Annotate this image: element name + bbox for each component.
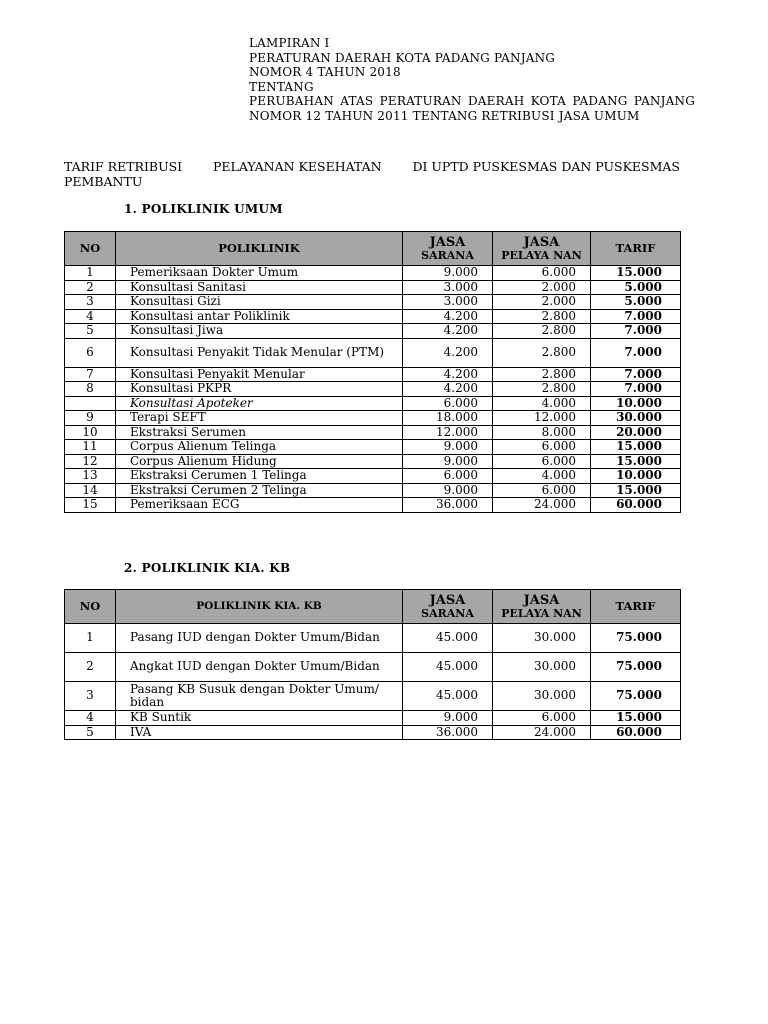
- row-tarif: 60.000: [591, 498, 681, 513]
- row-service: Pemeriksaan Dokter Umum: [116, 266, 403, 281]
- row-jasa-pelayanan: 12.000: [493, 411, 591, 426]
- regulation-title: PERATURAN DAERAH KOTA PADANG PANJANG: [249, 50, 556, 65]
- row-jasa-pelayanan: 30.000: [493, 682, 591, 711]
- row-jasa-pelayanan: 6.000: [493, 440, 591, 455]
- row-jasa-sarana: 9.000: [403, 711, 493, 726]
- row-service: Ekstraksi Cerumen 1 Telinga: [116, 469, 403, 484]
- table-row: [65, 440, 681, 455]
- row-tarif: 60.000: [591, 725, 681, 740]
- row-tarif: 15.000: [591, 711, 681, 726]
- row-no: 1: [65, 624, 116, 653]
- row-jasa-pelayanan: 6.000: [493, 711, 591, 726]
- header-jasa-pelayanan-top: JASA: [523, 234, 560, 250]
- row-tarif: 75.000: [591, 624, 681, 653]
- appendix-label: LAMPIRAN I: [249, 36, 330, 50]
- row-jasa-sarana: 4.200: [403, 309, 493, 324]
- table-row: [65, 411, 681, 426]
- row-no: 2: [65, 653, 116, 682]
- table-row: [65, 454, 681, 469]
- row-jasa-sarana: 4.200: [403, 367, 493, 382]
- row-tarif: 7.000: [591, 324, 681, 339]
- table-row: [65, 266, 681, 281]
- table-row: [65, 483, 681, 498]
- row-tarif: 5.000: [591, 295, 681, 310]
- row-no: [65, 396, 116, 411]
- row-jasa-sarana: 9.000: [403, 440, 493, 455]
- section-2-title: 2. POLIKLINIK KIA. KB: [124, 561, 291, 575]
- row-jasa-pelayanan: 2.800: [493, 309, 591, 324]
- row-no: 10: [65, 425, 116, 440]
- table-row: [65, 425, 681, 440]
- row-no: 11: [65, 440, 116, 455]
- row-service: Corpus Alienum Telinga: [116, 440, 403, 455]
- row-jasa-pelayanan: 2.000: [493, 295, 591, 310]
- row-service: Konsultasi Apoteker: [116, 396, 403, 411]
- table-row: [65, 280, 681, 295]
- row-service: Konsultasi Penyakit Tidak Menular (PTM): [116, 338, 403, 367]
- row-no: 1: [65, 266, 116, 281]
- row-no: 9: [65, 411, 116, 426]
- header-jasa-pelayanan: [493, 590, 591, 624]
- row-tarif: 10.000: [591, 396, 681, 411]
- row-no: 12: [65, 454, 116, 469]
- regulation-subject: PERUBAHAN ATAS PERATURAN DAERAH KOTA PADANG PANJANG NOMOR 12 TAHUN 2011 TENTANG RETRIBUSI JASA UMUM: [249, 94, 695, 123]
- title-part-2: PELAYANAN KESEHATAN: [213, 159, 382, 174]
- row-no: 15: [65, 498, 116, 513]
- row-no: 6: [65, 338, 116, 367]
- header-poliklinik-kia-kb: POLIKLINIK KIA. KB: [116, 590, 403, 624]
- row-service: KB Suntik: [116, 711, 403, 726]
- header-jasa-sarana-top: JASA: [429, 234, 466, 250]
- row-tarif: 7.000: [591, 367, 681, 382]
- table-row: [65, 382, 681, 397]
- table-row: [65, 324, 681, 339]
- row-service: Corpus Alienum Hidung: [116, 454, 403, 469]
- row-service: IVA: [116, 725, 403, 740]
- title-part-1: TARIF RETRIBUSI: [64, 159, 183, 174]
- row-jasa-sarana: 12.000: [403, 425, 493, 440]
- table-row: [65, 367, 681, 382]
- row-service: Konsultasi Jiwa: [116, 324, 403, 339]
- row-tarif: 7.000: [591, 382, 681, 397]
- table-header-row: [65, 590, 681, 624]
- row-no: 8: [65, 382, 116, 397]
- row-jasa-sarana: 4.200: [403, 338, 493, 367]
- poliklinik-umum-table: [64, 231, 681, 513]
- row-jasa-pelayanan: 30.000: [493, 624, 591, 653]
- header-jasa-sarana-bottom: SARANA: [421, 248, 474, 262]
- row-no: 4: [65, 711, 116, 726]
- table-row: [65, 295, 681, 310]
- row-no: 5: [65, 725, 116, 740]
- row-jasa-sarana: 9.000: [403, 483, 493, 498]
- row-no: 4: [65, 309, 116, 324]
- header-jasa-pelayanan-bottom: PELAYA NAN: [501, 248, 582, 262]
- header-jasa-pelayanan: [493, 232, 591, 266]
- row-service: Pasang IUD dengan Dokter Umum/Bidan: [116, 624, 403, 653]
- row-service: Angkat IUD dengan Dokter Umum/Bidan: [116, 653, 403, 682]
- row-jasa-sarana: 6.000: [403, 469, 493, 484]
- row-jasa-pelayanan: 2.800: [493, 367, 591, 382]
- row-tarif: 20.000: [591, 425, 681, 440]
- row-service: Pasang KB Susuk dengan Dokter Umum/ bidan: [116, 682, 403, 711]
- table-row: [65, 725, 681, 740]
- row-jasa-pelayanan: 2.800: [493, 324, 591, 339]
- row-service: Konsultasi PKPR: [116, 382, 403, 397]
- row-jasa-pelayanan: 4.000: [493, 396, 591, 411]
- table-header-row: [65, 232, 681, 266]
- table-row: [65, 338, 681, 367]
- row-no: 3: [65, 295, 116, 310]
- row-jasa-pelayanan: 8.000: [493, 425, 591, 440]
- row-jasa-sarana: 3.000: [403, 280, 493, 295]
- row-jasa-sarana: 4.200: [403, 324, 493, 339]
- row-no: 2: [65, 280, 116, 295]
- row-service: Terapi SEFT: [116, 411, 403, 426]
- regulation-number: NOMOR 4 TAHUN 2018: [249, 65, 401, 79]
- row-service: Pemeriksaan ECG: [116, 498, 403, 513]
- row-service: Konsultasi antar Poliklinik: [116, 309, 403, 324]
- table-row: [65, 396, 681, 411]
- row-no: 3: [65, 682, 116, 711]
- row-jasa-pelayanan: 6.000: [493, 483, 591, 498]
- appendix-header: [249, 36, 695, 123]
- section-1-title: 1. POLIKLINIK UMUM: [124, 202, 283, 216]
- row-tarif: 5.000: [591, 280, 681, 295]
- row-service: Konsultasi Sanitasi: [116, 280, 403, 295]
- row-tarif: 15.000: [591, 266, 681, 281]
- header-jasa-sarana-top: JASA: [429, 592, 466, 608]
- row-jasa-sarana: 9.000: [403, 266, 493, 281]
- header-no: NO: [65, 232, 116, 266]
- row-no: 14: [65, 483, 116, 498]
- title-part-3: DI UPTD PUSKESMAS DAN PUSKESMAS: [412, 159, 680, 174]
- row-no: 7: [65, 367, 116, 382]
- row-no: 13: [65, 469, 116, 484]
- table-row: [65, 498, 681, 513]
- table-row: [65, 653, 681, 682]
- row-jasa-sarana: 6.000: [403, 396, 493, 411]
- row-tarif: 75.000: [591, 682, 681, 711]
- table-row: [65, 624, 681, 653]
- row-jasa-sarana: 36.000: [403, 498, 493, 513]
- row-tarif: 7.000: [591, 309, 681, 324]
- row-jasa-pelayanan: 24.000: [493, 725, 591, 740]
- row-service: Ekstraksi Cerumen 2 Telinga: [116, 483, 403, 498]
- row-service: Konsultasi Penyakit Menular: [116, 367, 403, 382]
- row-jasa-sarana: 45.000: [403, 682, 493, 711]
- row-tarif: 30.000: [591, 411, 681, 426]
- row-tarif: 10.000: [591, 469, 681, 484]
- row-tarif: 7.000: [591, 338, 681, 367]
- table-row: [65, 309, 681, 324]
- poliklinik-kia-kb-table: [64, 589, 681, 740]
- header-jasa-sarana: [403, 232, 493, 266]
- title-line-2: PEMBANTU: [64, 174, 143, 189]
- row-jasa-sarana: 9.000: [403, 454, 493, 469]
- row-jasa-pelayanan: 2.800: [493, 382, 591, 397]
- row-jasa-pelayanan: 30.000: [493, 653, 591, 682]
- row-jasa-pelayanan: 2.000: [493, 280, 591, 295]
- header-jasa-pelayanan-bottom: PELAYA NAN: [501, 606, 582, 620]
- header-poliklinik: POLIKLINIK: [116, 232, 403, 266]
- row-jasa-sarana: 45.000: [403, 624, 493, 653]
- row-jasa-sarana: 3.000: [403, 295, 493, 310]
- row-tarif: 15.000: [591, 483, 681, 498]
- row-tarif: 15.000: [591, 454, 681, 469]
- row-jasa-sarana: 45.000: [403, 653, 493, 682]
- header-tarif: TARIF: [591, 590, 681, 624]
- document-title: [64, 159, 684, 189]
- header-jasa-sarana: [403, 590, 493, 624]
- header-jasa-sarana-bottom: SARANA: [421, 606, 474, 620]
- header-no: NO: [65, 590, 116, 624]
- row-service: Ekstraksi Serumen: [116, 425, 403, 440]
- row-jasa-pelayanan: 6.000: [493, 266, 591, 281]
- row-jasa-pelayanan: 2.800: [493, 338, 591, 367]
- table-row: [65, 682, 681, 711]
- row-service: Konsultasi Gizi: [116, 295, 403, 310]
- row-tarif: 75.000: [591, 653, 681, 682]
- row-tarif: 15.000: [591, 440, 681, 455]
- row-no: 5: [65, 324, 116, 339]
- row-jasa-pelayanan: 24.000: [493, 498, 591, 513]
- about-label: TENTANG: [249, 79, 314, 94]
- row-jasa-sarana: 18.000: [403, 411, 493, 426]
- row-jasa-sarana: 4.200: [403, 382, 493, 397]
- header-jasa-pelayanan-top: JASA: [523, 592, 560, 608]
- row-jasa-pelayanan: 4.000: [493, 469, 591, 484]
- row-jasa-sarana: 36.000: [403, 725, 493, 740]
- table-row: [65, 711, 681, 726]
- row-jasa-pelayanan: 6.000: [493, 454, 591, 469]
- header-tarif: TARIF: [591, 232, 681, 266]
- table-row: [65, 469, 681, 484]
